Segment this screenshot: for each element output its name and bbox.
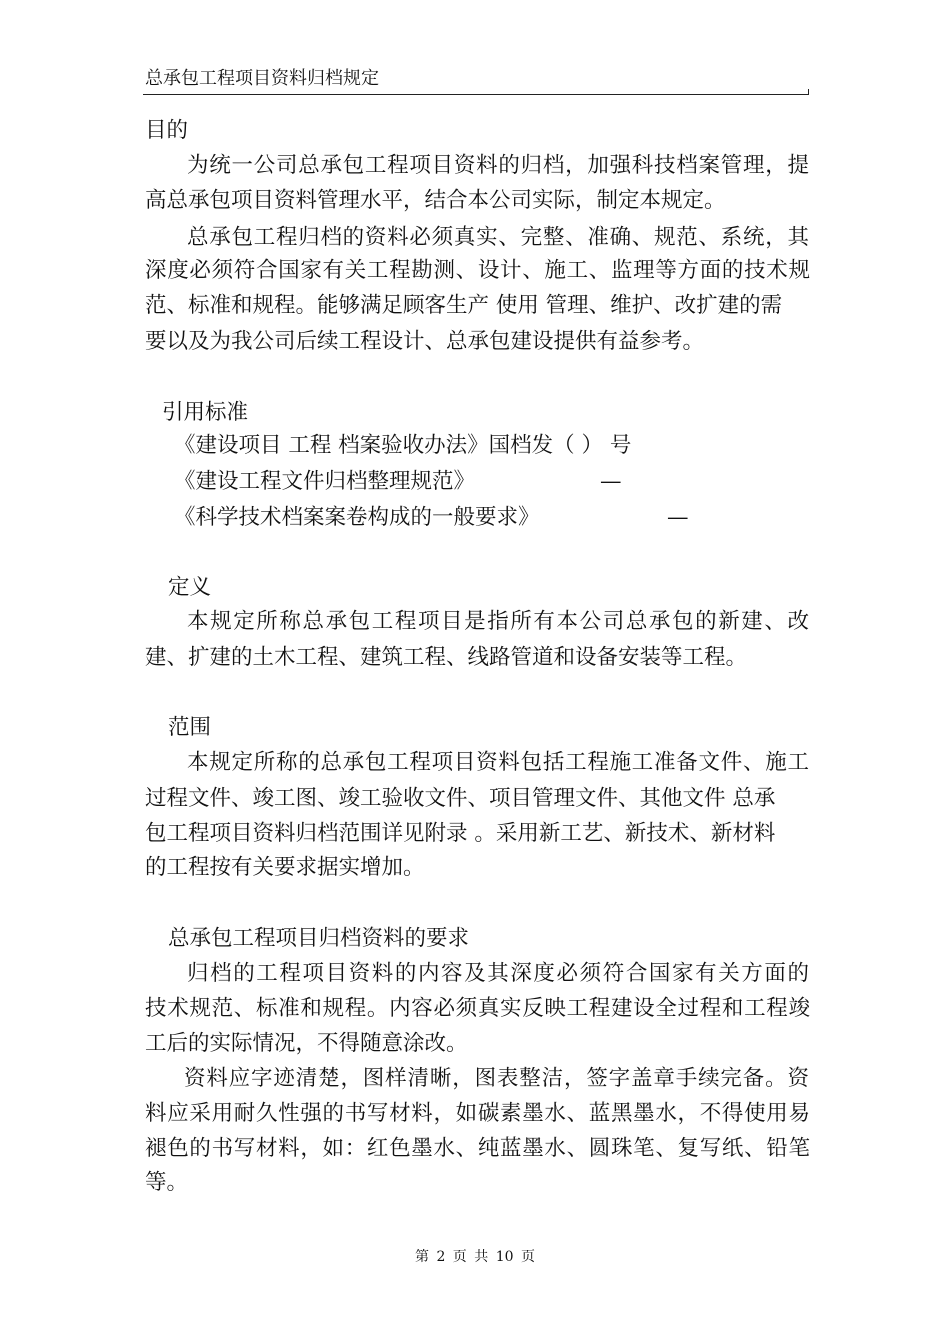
- paragraph-line: 技术规范、标准和规程。内容必须真实反映工程建设全过程和工程竣: [145, 996, 810, 1021]
- paragraph-line: 深度必须符合国家有关工程勘测、设计、施工、监理等方面的技术规: [145, 258, 810, 283]
- section-heading-purpose: 目的: [145, 118, 189, 143]
- paragraph-line: 过程文件、竣工图、竣工验收文件、项目管理文件、其他文件 总承: [145, 786, 776, 811]
- paragraph-line: 包工程项目资料归档范围详见附录 。采用新工艺、新技术、新材料: [145, 821, 776, 846]
- paragraph-line: 建、扩建的土木工程、建筑工程、线路管道和设备安装等工程。: [145, 645, 748, 670]
- paragraph-line: 高总承包项目资料管理水平，结合本公司实际，制定本规定。: [145, 188, 726, 213]
- reference-item: 《科学技术档案案卷构成的一般要求》: [174, 505, 540, 530]
- paragraph-line: 要以及为我公司后续工程设计、总承包建设提供有益参考。: [145, 329, 705, 354]
- paragraph-line: 褪色的书写材料，如：红色墨水、纯蓝墨水、圆珠笔、复写纸、铅笔: [145, 1136, 810, 1161]
- section-heading-scope: 范围: [168, 715, 212, 740]
- section-heading-definition: 定义: [168, 575, 212, 600]
- paragraph-line: 等。: [145, 1170, 189, 1195]
- paragraph-line: 资料应字迹清楚，图样清晰，图表整洁，签字盖章手续完备。资: [184, 1066, 809, 1091]
- header-divider-tick: [808, 89, 809, 95]
- running-header-title: 总承包工程项目资料归档规定: [145, 68, 379, 89]
- reference-dash: —: [600, 469, 622, 494]
- reference-item: 《建设项目 工程 档案验收办法》国档发（ ） 号: [174, 433, 632, 458]
- paragraph-line: 工后的实际情况，不得随意涂改。: [145, 1031, 468, 1056]
- paragraph-line: 本规定所称的总承包工程项目资料包括工程施工准备文件、施工: [187, 750, 809, 775]
- section-heading-requirements: 总承包工程项目归档资料的要求: [168, 926, 470, 951]
- page-number-footer: 第 2 页 共 10 页: [415, 1249, 535, 1265]
- header-divider: [143, 94, 808, 95]
- paragraph-line: 范、标准和规程。能够满足顾客生产 使用 管理、维护、改扩建的需: [145, 293, 783, 318]
- paragraph-line: 的工程按有关要求据实增加。: [145, 855, 425, 880]
- paragraph-line: 本规定所称总承包工程项目是指所有本公司总承包的新建、改: [187, 609, 809, 634]
- paragraph-line: 为统一公司总承包工程项目资料的归档，加强科技档案管理，提: [187, 153, 809, 178]
- section-heading-references: 引用标准: [162, 400, 249, 425]
- reference-item: 《建设工程文件归档整理规范》: [174, 469, 476, 494]
- paragraph-line: 总承包工程归档的资料必须真实、完整、准确、规范、系统，其: [187, 225, 809, 250]
- paragraph-line: 归档的工程项目资料的内容及其深度必须符合国家有关方面的: [187, 961, 809, 986]
- paragraph-line: 料应采用耐久性强的书写材料，如碳素墨水、蓝黑墨水，不得使用易: [145, 1101, 810, 1126]
- reference-dash: —: [667, 505, 689, 530]
